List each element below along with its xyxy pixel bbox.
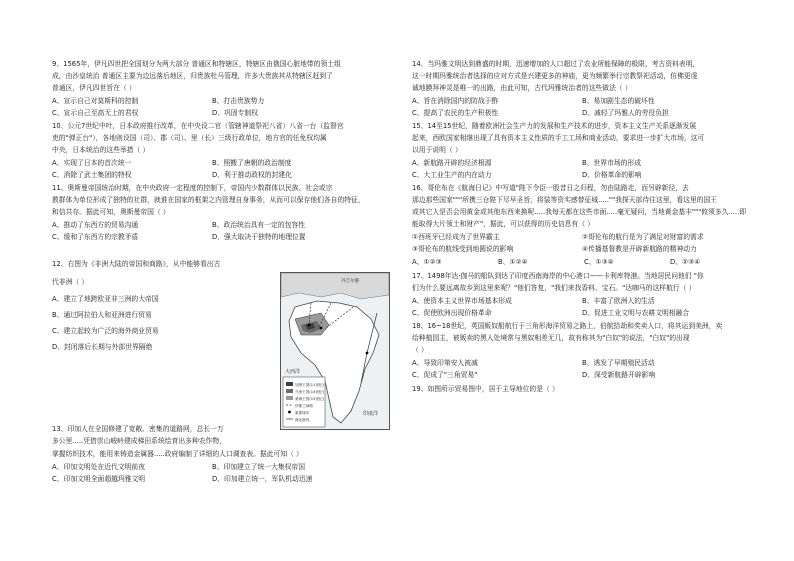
- q13-line-3: 掌握纺织技术，能用来铸造金属器.....政府编制了详细的人口调查表。据此可知（ ）: [52, 450, 303, 458]
- map-legend-2: 马里王国(14世纪): [295, 390, 324, 394]
- q19-line-1: 19、如图所示贸易图中，居于主导地位的是（ ）: [412, 385, 559, 393]
- map-legend-5: 重要城市: [295, 411, 310, 415]
- q18-line-2: 给种植园主，被贩卖的黑人处境常与黑奴相差无几，故有称其为"白奴"的说法，"白奴"的出现: [412, 334, 690, 342]
- map-sea-label: 大西洋: [285, 369, 301, 375]
- map-legend-6: 海运航线: [295, 418, 310, 422]
- africa-trade-map: [280, 272, 390, 430]
- map-ocean-label: 印度洋: [363, 411, 379, 417]
- q12-option-c[interactable]: C、建立起较为广泛的海外商业贸易: [52, 327, 159, 335]
- q11-line-1: 11、奥斯曼帝国统治时期，在中央政府一定程度的控制下，帝国内少数群体以民族、社会或宗: [52, 184, 333, 192]
- map-legend-4: 伊斯兰商路: [295, 404, 313, 408]
- q15-option-a[interactable]: A、新航路开辟的经济根源: [412, 159, 492, 167]
- q11-line-3: 和信共存。据此可知，奥斯曼帝国（ ）: [52, 208, 170, 216]
- q13-option-b[interactable]: B、印加建立了统一大集权帝国: [212, 463, 306, 471]
- q13-option-a[interactable]: A、印加文明处在近代文明前夜: [52, 463, 146, 471]
- q9-option-b[interactable]: B、打击贵族势力: [212, 97, 265, 105]
- q16-statement-3: ③哥伦布的航线受到地圆说的影响: [412, 245, 514, 253]
- q12-option-d[interactable]: D、封闭落后长期与外部世界隔绝: [52, 343, 153, 351]
- q16-statement-1: ①西班牙已经成为了世界霸主: [412, 233, 500, 241]
- q14-line-3: 诚地膜拜神灵是唯一的出路，由此可知，古代玛雅统治者的这些做法（ ）: [412, 84, 632, 92]
- q10-option-c[interactable]: C、消除了武士集团的特权: [52, 171, 132, 179]
- q10-option-d[interactable]: D、利于推动政权的封建化: [212, 171, 292, 179]
- q10-line-3: 中央，日本统治的这些举措（ ）: [52, 146, 150, 154]
- q9-option-a[interactable]: A、宣示自己对莫斯科的控制: [52, 97, 139, 105]
- q17-option-d[interactable]: D、促进工业文明与农耕文明相融合: [582, 309, 690, 317]
- q9-line-2: 成，由沙皇统治 普通区主要为边远落后地区，归贵族杜马管理，许多大贵族其从特辖区赶到了: [52, 72, 333, 80]
- q15-line-2: 起来，西欧国家相继出现了具有资本主义性质的手工工场和商业活动，要求进一步扩大市场，这可: [412, 134, 705, 142]
- q15-option-d[interactable]: D、价格革命的影响: [582, 171, 642, 179]
- q11-line-2: 教群体为单位形成了独特的社群，就谁在国家的框架之内管理自身事务，从而可以保存他们各自的特征，: [52, 196, 365, 204]
- q10-line-2: 吏的"弹正台"），各地则设国（司）、郡（司）、里（长）三级行政单位，地方官的任免权均属: [52, 134, 327, 142]
- q12-line-1: 12、右图为《非洲大陆的帝国和商路》，从中能够看出古: [52, 260, 221, 268]
- q16-option-d[interactable]: D、②③④: [670, 258, 701, 266]
- q16-option-b[interactable]: B、①②④: [498, 258, 528, 266]
- q14-option-b[interactable]: B、易加剧生态的破坏性: [582, 97, 655, 105]
- q18-option-c[interactable]: C、促成了"三角贸易": [412, 371, 478, 379]
- q16-line-4: 能取得大片领土和财产"，据此，可以获得的历史信息有（ ）: [412, 220, 595, 228]
- q9-line-3: 普通区，伊凡四世旨在（ ）: [52, 84, 136, 92]
- q17-option-c[interactable]: C、促使欧洲出现价格革命: [412, 309, 492, 317]
- q16-statement-4: ④传播基督教是开辟新航路的精神动力: [582, 245, 697, 253]
- q12-option-b[interactable]: B、通过阿拉伯人和亚洲进行贸易: [52, 311, 152, 319]
- q12-option-a[interactable]: A、建立了地跨欧亚非三洲的大帝国: [52, 295, 159, 303]
- q10-option-a[interactable]: A、实现了日本的首次统一: [52, 159, 132, 167]
- q13-line-2: 多公里.....凭借崇山峻岭建成梯田系统绘育出多种农作物，: [52, 437, 226, 445]
- q11-option-b[interactable]: B、政治统治具有一定的包容性: [212, 221, 306, 229]
- map-top-label: 丹吉尔港: [341, 279, 359, 284]
- q9-option-c[interactable]: C、宣示自己至高无上的君权: [52, 109, 139, 117]
- q13-line-1: 13、印加人在全国修建了宽敞、密集的道路网，总长一万: [52, 425, 224, 433]
- q15-option-b[interactable]: B、世界市场的形成: [582, 159, 642, 167]
- q15-line-3: 以用于说明（ ）: [412, 146, 462, 154]
- q16-line-1: 16、哥伦布在《航海日记》中写道"陛下令臣一股昔日之归程，勿由陆路走，而另辟新径，去: [412, 184, 689, 192]
- q16-line-2: 那边那些国家"""所携三仓陛下尽早圣旨，将装等资实感替征城.....""我探天部待往这里，看这里的国王: [412, 196, 718, 204]
- africa-map-graphic: [281, 273, 389, 429]
- q16-option-a[interactable]: A、①②③: [412, 258, 442, 266]
- q14-line-1: 14、当玛雅文明达到鼎盛的时期，迅速增加的人口超过了农业所能保障的极限，考古资料表明，: [412, 60, 700, 68]
- q11-option-c[interactable]: C、缓和了东西方的宗教矛盾: [52, 233, 139, 241]
- q9-option-d[interactable]: D、巩固专制权: [212, 109, 259, 117]
- q14-option-c[interactable]: C、提高了农民的生产积极性: [412, 109, 499, 117]
- q9-line-1: 9、1565年，伊凡四世把全国划分为两大部分 普通区和特辖区，特辖区由俄国心脏地带的领土组: [52, 60, 341, 68]
- q13-option-c[interactable]: C、印加文明全面超越玛雅文明: [52, 475, 146, 483]
- q18-option-b[interactable]: B、诱发了早期殖民活动: [582, 359, 655, 367]
- q16-option-c[interactable]: C、①③④: [584, 258, 614, 266]
- q14-line-2: 这一时期玛雅统治者选择的应对方式是兴建更多的神庙，更为频繁举行宗教祭祀活动，仿佛更虔: [412, 72, 698, 80]
- q15-option-c[interactable]: C、大工业生产的内在动力: [412, 171, 492, 179]
- q14-option-d[interactable]: D、减轻了玛雅人的劳役负担: [582, 109, 669, 117]
- q17-option-b[interactable]: B、丰富了欧洲人的生活: [582, 297, 655, 305]
- q11-option-d[interactable]: D、强大取决于独特的地理位置: [212, 233, 306, 241]
- q16-line-3: 或其它人是否会用黄金或其他东西来换呢.....我每天都在这些市面.....毫无疑问，当地黄金基丰"""攸须多久.....即: [412, 208, 747, 216]
- q15-line-1: 15、14至15世纪，随着欧洲社会生产力的发展和生产技术的进步，资本主义生产关系逐渐发展: [412, 122, 697, 130]
- q18-option-d[interactable]: D、深受新航路开辟影响: [582, 371, 656, 379]
- q18-option-a[interactable]: A、导致印第安人被减: [412, 359, 478, 367]
- q14-option-a[interactable]: A、旨在消除国内的防战于酢: [412, 97, 499, 105]
- map-legend-3: 桑海王国(15世纪): [295, 397, 324, 401]
- map-legend-1: 加纳王国(11世纪): [295, 383, 324, 387]
- q18-line-1: 18、16~18世纪，英国贩奴船航行于三角形海洋贸易之路上，伯航拾劫和奖卖人口，将其运到美洲，卖: [412, 322, 723, 330]
- q17-line-1: 17、1498年达·伽马的船队到达了印度西南海岸的中心港口——卡利库特港。当地居民问他们 "你: [412, 272, 704, 280]
- q10-option-b[interactable]: B、照搬了唐朝的政治制度: [212, 159, 292, 167]
- q17-line-2: 们为什么要远离故乡到这里来呢？"他们答复，"我们来找香料、宝石。"达咖马的这样航行（ ）: [412, 284, 696, 292]
- q17-option-a[interactable]: A、使资本主义世界市场基本形成: [412, 297, 512, 305]
- q18-line-3: （ ）: [412, 346, 428, 354]
- q12-line-2: 代非洲（ ）: [52, 278, 89, 286]
- q16-statement-2: ②哥伦布的航行是为了满足对财富的需求: [582, 233, 704, 241]
- q13-option-d[interactable]: D、印加建立统一，军队机动迅速: [212, 475, 313, 483]
- q10-line-1: 10、公元7世纪中叶，日本政府推行改革，在中央设二官（管辖神道祭祀八省）八省一台（监督官: [52, 122, 344, 130]
- q11-option-a[interactable]: A、推动了东西方的贸易沟通: [52, 221, 139, 229]
